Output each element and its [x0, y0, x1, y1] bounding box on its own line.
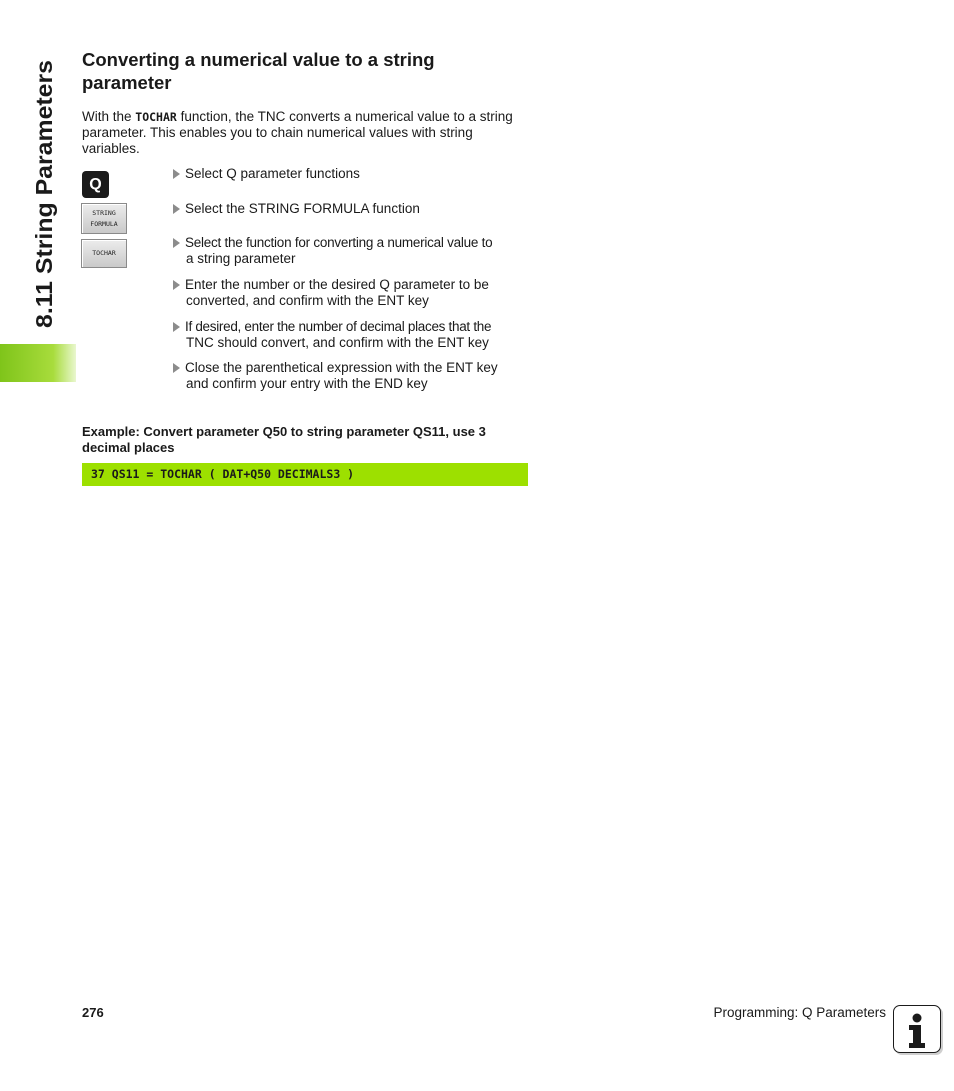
- intro-text-before: With the: [82, 109, 136, 124]
- triangle-arrow-icon: [173, 169, 180, 179]
- triangle-arrow-icon: [173, 204, 180, 214]
- step-text: If desired, enter the number of decimal places that the: [185, 319, 492, 334]
- step-item: [172, 277, 528, 309]
- chapter-tab-marker: [0, 344, 76, 382]
- step-item: [172, 166, 528, 182]
- q-key-label: Q: [89, 175, 102, 193]
- step-item: [172, 235, 528, 267]
- triangle-arrow-icon: [173, 280, 180, 290]
- q-key-icon: [82, 171, 109, 198]
- step-text: Select Q parameter functions: [185, 166, 360, 181]
- intro-text-after: function, the TNC converts a numerical value to a string parameter. This enables you to chain numerical values with string variables.: [82, 109, 513, 156]
- tochar-softkey-label: TOCHAR: [92, 249, 116, 257]
- triangle-arrow-icon: [173, 238, 180, 248]
- footer-chapter-title: Programming: Q Parameters: [713, 1005, 886, 1020]
- info-icon: [893, 1005, 941, 1053]
- tochar-softkey-icon: [81, 239, 127, 268]
- step-text-continued: and confirm your entry with the END key: [186, 376, 428, 391]
- example-title: Example: Convert parameter Q50 to string parameter QS11, use 3 decimal places: [82, 424, 486, 455]
- string-formula-softkey-icon: [81, 203, 127, 234]
- triangle-arrow-icon: [173, 322, 180, 332]
- intro-keyword: TOCHAR: [135, 110, 177, 124]
- string-formula-softkey-line2: FORMULA: [90, 219, 118, 228]
- chapter-side-title-text: 8.11 String Parameters: [31, 79, 57, 328]
- string-formula-softkey-line1: STRING: [92, 208, 116, 217]
- nc-code-block: 37 QS11 = TOCHAR ( DAT+Q50 DECIMALS3 ): [82, 463, 528, 486]
- section-heading: Converting a numerical value to a string parameter: [82, 49, 435, 93]
- step-item: [172, 360, 528, 392]
- step-text: Enter the number or the desired Q parameter to be: [185, 277, 489, 292]
- step-text: Close the parenthetical expression with the ENT key: [185, 360, 498, 375]
- triangle-arrow-icon: [173, 363, 180, 373]
- step-text-continued: TNC should convert, and confirm with the ENT key: [186, 335, 489, 350]
- step-text: Select the function for converting a numerical value to: [185, 235, 493, 250]
- step-text-continued: converted, and confirm with the ENT key: [186, 293, 429, 308]
- step-text: Select the STRING FORMULA function: [185, 201, 420, 216]
- intro-paragraph: [82, 109, 522, 157]
- page-number: 276: [82, 1005, 104, 1020]
- step-item: [172, 319, 528, 351]
- chapter-side-title: [20, 50, 64, 340]
- step-text-continued: a string parameter: [186, 251, 296, 266]
- step-item: [172, 201, 528, 217]
